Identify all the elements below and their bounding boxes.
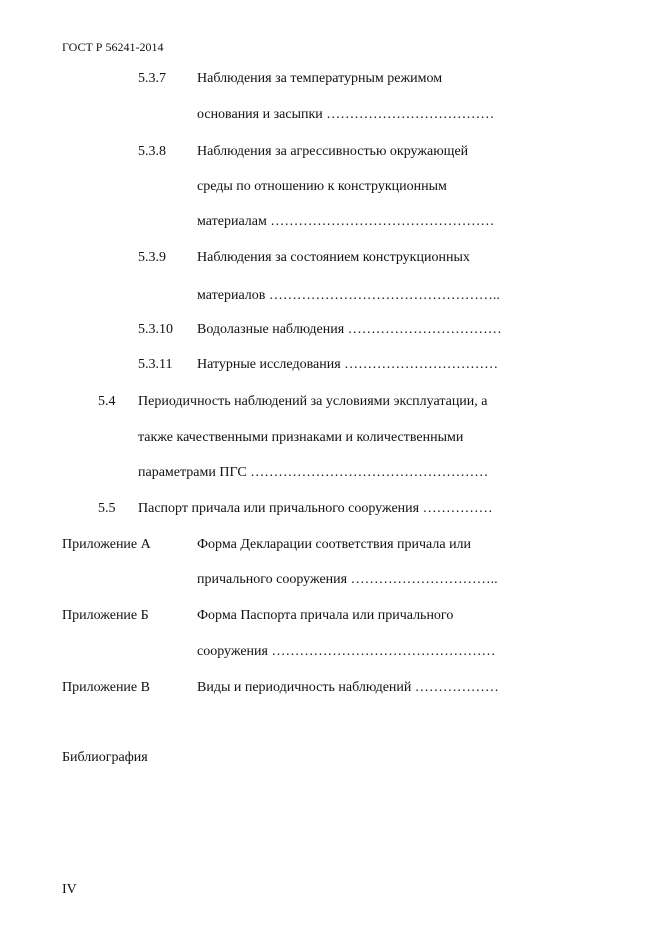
- toc-text-5-4-line3: параметрами ПГС ……………………………………………: [138, 465, 489, 480]
- appendix-v-label: Приложение В: [62, 680, 150, 695]
- toc-text-5-3-8-line1: Наблюдения за агрессивностью окружающей: [197, 144, 469, 159]
- toc-number-5-3-7: 5.3.7: [138, 71, 166, 86]
- page-number: IV: [62, 882, 77, 897]
- toc-text-5-3-8-line3: материалам …………………………………………: [197, 214, 495, 229]
- toc-text-5-3-9-line1: Наблюдения за состоянием конструкционных: [197, 250, 470, 265]
- toc-text-5-3-10: Водолазные наблюдения ……………………………: [197, 322, 502, 337]
- appendix-a-label: Приложение А: [62, 537, 151, 552]
- toc-text-5-3-9-line2: материалов …………………………………………..: [197, 288, 500, 303]
- toc-number-5-5: 5.5: [98, 501, 116, 516]
- bibliography-heading: Библиография: [62, 750, 148, 765]
- appendix-b-label: Приложение Б: [62, 608, 149, 623]
- toc-number-5-3-8: 5.3.8: [138, 144, 166, 159]
- toc-number-5-3-10: 5.3.10: [138, 322, 173, 337]
- toc-number-5-4: 5.4: [98, 394, 116, 409]
- toc-number-5-3-9: 5.3.9: [138, 250, 166, 265]
- appendix-b-text-line2: сооружения …………………………………………: [197, 644, 496, 659]
- toc-text-5-3-7-line1: Наблюдения за температурным режимом: [197, 71, 443, 86]
- toc-text-5-4-line1: Периодичность наблюдений за условиями эксплуатации, а: [138, 394, 488, 409]
- toc-text-5-5: Паспорт причала или причального сооружения ……………: [138, 501, 493, 516]
- appendix-a-text-line2: причального сооружения …………………………..: [197, 572, 498, 587]
- toc-number-5-3-11: 5.3.11: [138, 357, 173, 372]
- appendix-a-text-line1: Форма Декларации соответствия причала или: [197, 537, 472, 552]
- toc-text-5-3-7-line2: основания и засыпки ………………………………: [197, 107, 495, 122]
- appendix-b-text-line1: Форма Паспорта причала или причального: [197, 608, 454, 623]
- toc-text-5-3-8-line2: среды по отношению к конструкционным: [197, 179, 447, 194]
- document-code: ГОСТ Р 56241-2014: [62, 40, 164, 54]
- appendix-v-text: Виды и периодичность наблюдений ………………: [197, 680, 499, 695]
- toc-text-5-4-line2: также качественными признаками и количественными: [138, 430, 464, 445]
- toc-text-5-3-11: Натурные исследования ……………………………: [197, 357, 499, 372]
